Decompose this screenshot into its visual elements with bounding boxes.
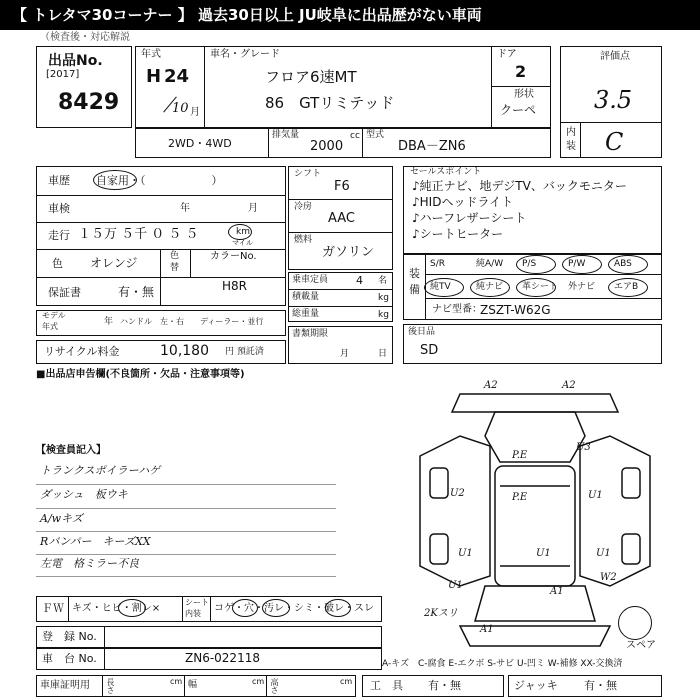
inspector-notes-label: 【検査員記入】 xyxy=(36,445,106,456)
year-label: 年式 xyxy=(141,49,161,60)
mark-a1-a: A1 xyxy=(550,586,564,597)
recycle-label: リサイクル料金 xyxy=(44,345,120,358)
chassis-label: 車 台 No. xyxy=(42,652,97,665)
mark-u3: U3 xyxy=(576,442,591,453)
lot-number: 8429 xyxy=(58,90,120,115)
model-year-handle: ハンドル 左・右 xyxy=(120,317,184,326)
load-unit: kg xyxy=(378,293,389,303)
equipment-item: ABS xyxy=(614,259,632,269)
equipment-item: 外ナビ xyxy=(568,282,596,292)
selling-point-3: ♪ハーフレザーシート xyxy=(412,211,527,225)
fw-circle-4 xyxy=(325,599,351,617)
mark-a1-b: A1 xyxy=(480,624,494,635)
capacity-value: 4 xyxy=(356,274,363,287)
header-partial: （検査後・対応解説 xyxy=(40,32,130,43)
length-unit: cm xyxy=(170,677,183,686)
rear-date-value: SD xyxy=(420,343,439,358)
navi-model: ZSZT-W62G xyxy=(480,303,551,317)
fw-circle-3 xyxy=(262,599,290,617)
tools-value: 有・無 xyxy=(428,679,461,692)
fw-dirt: コゲ・穴・汚レ・シミ・破レ・スレ xyxy=(214,603,374,614)
interior-label2: 装 xyxy=(566,141,576,152)
equipment-item: 純ナビ xyxy=(476,282,504,292)
damage-legend: A-キズ C-腐食 E-エクボ S-サビ U-凹ミ W-補修 XX-交換済 xyxy=(382,659,623,669)
mark-u1-d: U1 xyxy=(596,548,611,559)
body-type-value: クーペ xyxy=(500,103,537,117)
lot-year-tag: [2017] xyxy=(46,69,80,80)
model-year-year: 年 xyxy=(104,317,114,327)
model-line2: 86 GTリミテッド xyxy=(265,94,395,112)
garage-cert-label: 車庫証明用 xyxy=(40,680,90,691)
equipment-item: エアB xyxy=(614,282,639,292)
equipment-circle xyxy=(608,278,648,297)
seller-notes-label: ■出品店申告欄(不良箇所・欠品・注意事項等) xyxy=(36,369,245,380)
gross-label: 総重量 xyxy=(292,309,320,319)
displacement-label: 排気量 xyxy=(272,130,300,140)
jack-label: ジャッキ xyxy=(514,679,558,692)
mileage-sub-unit: マイル xyxy=(232,239,253,247)
fw-seat1: シート xyxy=(185,598,209,607)
interior-value: C xyxy=(605,128,624,156)
equipment-label2: 備 xyxy=(409,283,420,296)
year-value: 24 xyxy=(164,66,190,87)
selling-point-1: ♪純正ナビ、地デジTV、バックモニター xyxy=(412,179,627,193)
chassis-value: ZN6-022118 xyxy=(185,651,260,665)
mark-u1-b: U1 xyxy=(458,548,473,559)
mark-pe-top: P.E xyxy=(512,450,528,461)
mark-u1-c: U1 xyxy=(536,548,551,559)
height-unit: cm xyxy=(340,677,353,686)
selling-points-label: セールスポイント xyxy=(410,167,482,177)
length-label: 長さ xyxy=(106,678,115,694)
fw-circle-1 xyxy=(118,599,146,617)
shift-label: シフト xyxy=(294,169,322,179)
mileage-label: 走行 xyxy=(48,229,70,242)
equipment-item: 革シート xyxy=(522,282,559,292)
warranty-label: 保証書 xyxy=(48,286,81,299)
inspector-note-5: 左電 格ミラー不良 xyxy=(40,557,139,570)
fuel-value: ガソリン xyxy=(322,245,375,260)
equipment-circle xyxy=(516,278,559,297)
height-label: 高さ xyxy=(270,678,279,694)
selling-point-2: ♪HIDヘッドライト xyxy=(412,195,514,209)
color-code: H8R xyxy=(222,279,247,293)
gross-unit: kg xyxy=(378,310,389,320)
interior-label1: 内 xyxy=(566,127,576,138)
mark-w2: W2 xyxy=(600,572,617,583)
equipment-circle xyxy=(470,278,510,297)
capacity-unit: 名 xyxy=(378,276,388,286)
shift-value: F6 xyxy=(334,179,350,194)
model-year-dealer: ディーラー・並行 xyxy=(200,317,264,326)
reg-period-day: 日 xyxy=(378,349,388,359)
mark-pe-mid: P.E xyxy=(512,492,528,503)
displacement-unit: cc xyxy=(350,131,360,141)
fuel-label: 燃料 xyxy=(294,235,313,245)
banner-text: 【 トレタマ30コーナー 】 過去30日以上 JU岐阜に出品歴がない車両 xyxy=(12,6,482,24)
fw-label: ＦＷ xyxy=(42,602,64,615)
model-line1: フロア6速MT xyxy=(265,68,357,86)
selling-point-4: ♪シートヒーター xyxy=(412,227,504,241)
equipment-item: P/S xyxy=(522,259,537,269)
reg-period-month: 月 xyxy=(340,349,350,359)
equipment-circle xyxy=(424,278,464,297)
year-month: 10 xyxy=(172,101,189,116)
load-label: 積載量 xyxy=(292,292,320,302)
ac-value: AAC xyxy=(328,211,355,226)
navi-label: ナビ型番： xyxy=(432,304,482,315)
mark-u2: U2 xyxy=(450,488,465,499)
rear-date-label: 後日品 xyxy=(408,327,436,337)
width-unit: cm xyxy=(252,677,265,686)
history-value: 自家用・（ ） xyxy=(96,174,223,187)
equipment-circle xyxy=(516,255,556,274)
model-year-l2: 年式 xyxy=(42,322,58,331)
type-value: DBA－ZN6 xyxy=(398,139,466,154)
inspector-note-2: ダッシュ 板ウキ xyxy=(40,488,128,501)
ac-label: 冷房 xyxy=(294,202,313,212)
color-label: 色 xyxy=(52,257,63,270)
fw-scratch: キズ・ヒビ・割レ× xyxy=(72,603,161,614)
spare-label: スペア xyxy=(626,640,656,651)
width-label: 幅 xyxy=(188,680,198,690)
jack-value: 有・無 xyxy=(584,679,617,692)
mark-u1-a: U1 xyxy=(588,490,603,501)
history-label: 車歴 xyxy=(48,174,70,187)
equipment-label1: 装 xyxy=(409,267,420,280)
registration-label: 登 録 No. xyxy=(42,630,97,643)
equipment-circle xyxy=(562,255,602,274)
year-month-unit: 月 xyxy=(190,107,200,118)
score-value: 3.5 xyxy=(594,86,633,114)
recycle-value: 10,180 xyxy=(160,343,209,359)
mark-2k: 2Kスリ xyxy=(424,608,458,619)
recycle-unit: 円 預託済 xyxy=(225,347,264,357)
spare-tire-circle xyxy=(618,606,652,640)
mark-a2-right: A2 xyxy=(562,380,576,391)
model-label: 車名・グレード xyxy=(210,49,280,60)
fw-seat2: 内装 xyxy=(185,609,201,618)
history-circle xyxy=(93,170,137,190)
color-change-label1: 色 xyxy=(170,251,180,261)
mileage-circle xyxy=(228,224,252,240)
capacity-label: 乗車定員 xyxy=(292,275,329,285)
equipment-item: S/R xyxy=(430,259,445,269)
year-era: H xyxy=(146,66,162,87)
inspection-month-unit: 月 xyxy=(248,203,258,214)
equipment-item: 純TV xyxy=(430,282,451,292)
doors-value: 2 xyxy=(515,62,527,81)
reg-period-label: 書類期限 xyxy=(292,329,329,339)
body-type-label: 形状 xyxy=(514,89,534,100)
mark-a2-left: A2 xyxy=(484,380,498,391)
type-label: 型式 xyxy=(366,130,385,140)
inspector-note-1: トランクスポイラーハゲ xyxy=(40,464,161,477)
score-label: 評価点 xyxy=(600,51,630,62)
drive-value: 2WD・4WD xyxy=(168,137,232,150)
color-change-label2: 替 xyxy=(170,263,180,273)
lot-label: 出品No. xyxy=(48,53,103,69)
mileage-unit: km xyxy=(236,227,250,237)
doors-label: ドア xyxy=(497,49,517,60)
mark-u1-e: U1 xyxy=(448,580,463,591)
color-code-label: カラーNo. xyxy=(210,251,257,262)
displacement-value: 2000 xyxy=(310,139,344,154)
inspector-note-4: Rバンパー キーズXX xyxy=(40,535,151,548)
color-value: オレンジ xyxy=(90,256,138,270)
equipment-item: 純A/W xyxy=(476,259,504,269)
warranty-value: 有・無 xyxy=(118,285,155,299)
inspection-year-unit: 年 xyxy=(180,203,190,214)
equipment-circle xyxy=(608,255,648,274)
equipment-item: P/W xyxy=(568,259,586,269)
rear-date-box xyxy=(403,324,662,364)
fw-circle-2 xyxy=(232,599,258,617)
inspector-note-3: A/wキズ xyxy=(40,512,83,525)
mileage-value: １５万 ５千 ０ ５ ５ xyxy=(78,227,199,242)
inspection-label: 車検 xyxy=(48,202,70,215)
model-year-l1: モデル xyxy=(42,311,66,320)
tools-label: 工 具 xyxy=(370,679,403,692)
